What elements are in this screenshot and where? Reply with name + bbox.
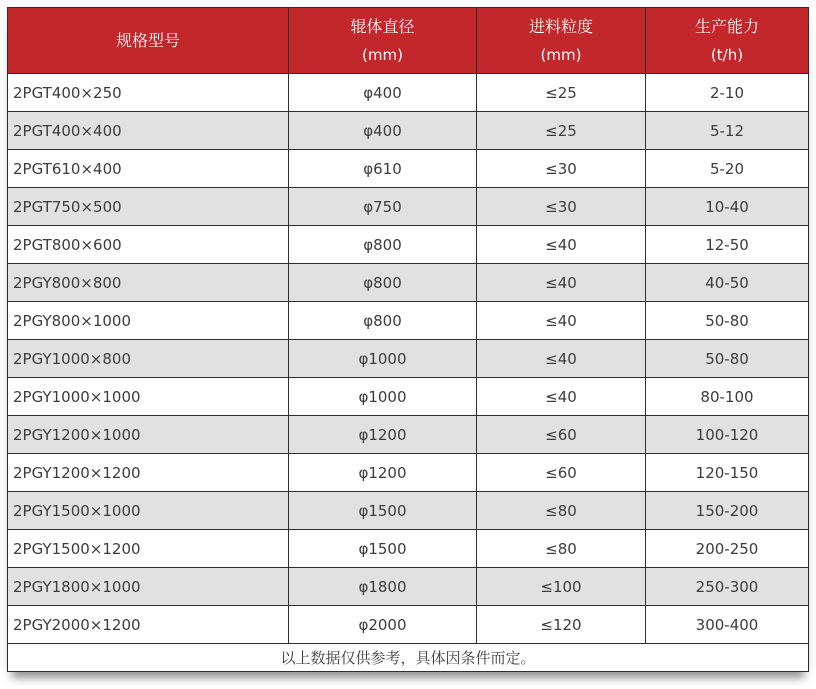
value-cell: φ1800 bbox=[289, 568, 477, 606]
value-cell: 150-200 bbox=[646, 492, 809, 530]
model-cell: 2PGT400×250 bbox=[8, 74, 289, 112]
value-cell: ≤30 bbox=[477, 150, 646, 188]
column-header-1 bbox=[289, 8, 477, 74]
table-row bbox=[8, 492, 809, 530]
table-row bbox=[8, 606, 809, 644]
model-cell: 2PGT800×600 bbox=[8, 226, 289, 264]
column-header-unit: (mm) bbox=[362, 45, 403, 64]
value-cell: ≤40 bbox=[477, 302, 646, 340]
model-cell: 2PGT750×500 bbox=[8, 188, 289, 226]
table-row bbox=[8, 568, 809, 606]
value-cell: 100-120 bbox=[646, 416, 809, 454]
column-header-label: 生产能力 bbox=[694, 17, 759, 37]
value-cell: φ750 bbox=[289, 188, 477, 226]
value-cell: φ800 bbox=[289, 302, 477, 340]
value-cell: 50-80 bbox=[646, 302, 809, 340]
model-cell: 2PGY1500×1200 bbox=[8, 530, 289, 568]
value-cell: φ1500 bbox=[289, 492, 477, 530]
model-cell: 2PGY1200×1000 bbox=[8, 416, 289, 454]
value-cell: φ1500 bbox=[289, 530, 477, 568]
model-cell: 2PGY1800×1000 bbox=[8, 568, 289, 606]
column-header-2 bbox=[477, 8, 646, 74]
value-cell: 120-150 bbox=[646, 454, 809, 492]
value-cell: ≤100 bbox=[477, 568, 646, 606]
value-cell: ≤40 bbox=[477, 378, 646, 416]
footnote-row bbox=[8, 644, 809, 672]
value-cell: φ800 bbox=[289, 264, 477, 302]
table-row bbox=[8, 530, 809, 568]
value-cell: 5-20 bbox=[646, 150, 809, 188]
value-cell: ≤40 bbox=[477, 340, 646, 378]
value-cell: 12-50 bbox=[646, 226, 809, 264]
table-row bbox=[8, 416, 809, 454]
table-header bbox=[8, 8, 809, 74]
table-row bbox=[8, 454, 809, 492]
value-cell: 2-10 bbox=[646, 74, 809, 112]
table-row bbox=[8, 74, 809, 112]
value-cell: 250-300 bbox=[646, 568, 809, 606]
value-cell: φ1200 bbox=[289, 416, 477, 454]
column-header-label: 辊体直径 bbox=[350, 17, 415, 37]
value-cell: 5-12 bbox=[646, 112, 809, 150]
model-cell: 2PGY1200×1200 bbox=[8, 454, 289, 492]
value-cell: 40-50 bbox=[646, 264, 809, 302]
value-cell: ≤60 bbox=[477, 454, 646, 492]
table-row bbox=[8, 150, 809, 188]
table-row bbox=[8, 264, 809, 302]
model-cell: 2PGY2000×1200 bbox=[8, 606, 289, 644]
column-header-label: 进料粒度 bbox=[528, 17, 593, 37]
value-cell: 10-40 bbox=[646, 188, 809, 226]
table-row bbox=[8, 188, 809, 226]
value-cell: ≤60 bbox=[477, 416, 646, 454]
table-row bbox=[8, 340, 809, 378]
value-cell: φ610 bbox=[289, 150, 477, 188]
model-cell: 2PGY800×800 bbox=[8, 264, 289, 302]
column-header-3 bbox=[646, 8, 809, 74]
value-cell: φ1000 bbox=[289, 340, 477, 378]
value-cell: φ800 bbox=[289, 226, 477, 264]
model-cell: 2PGY800×1000 bbox=[8, 302, 289, 340]
value-cell: ≤25 bbox=[477, 74, 646, 112]
value-cell: 50-80 bbox=[646, 340, 809, 378]
model-cell: 2PGY1000×1000 bbox=[8, 378, 289, 416]
table-footer bbox=[8, 644, 809, 672]
table-row bbox=[8, 112, 809, 150]
value-cell: φ400 bbox=[289, 112, 477, 150]
column-header-unit: (t/h) bbox=[710, 45, 744, 64]
column-header-0 bbox=[8, 8, 289, 74]
column-header-unit: (mm) bbox=[540, 45, 582, 64]
model-cell: 2PGT610×400 bbox=[8, 150, 289, 188]
table-row bbox=[8, 378, 809, 416]
value-cell: ≤120 bbox=[477, 606, 646, 644]
table-row bbox=[8, 226, 809, 264]
value-cell: ≤40 bbox=[477, 226, 646, 264]
value-cell: φ1000 bbox=[289, 378, 477, 416]
header-row bbox=[8, 8, 809, 74]
value-cell: 80-100 bbox=[646, 378, 809, 416]
model-cell: 2PGY1000×800 bbox=[8, 340, 289, 378]
column-header-label: 规格型号 bbox=[115, 30, 180, 50]
value-cell: 200-250 bbox=[646, 530, 809, 568]
table-footnote: 以上数据仅供参考，具体因条件而定。 bbox=[8, 644, 809, 672]
table-row bbox=[8, 302, 809, 340]
value-cell: ≤25 bbox=[477, 112, 646, 150]
value-cell: 300-400 bbox=[646, 606, 809, 644]
value-cell: ≤40 bbox=[477, 264, 646, 302]
model-cell: 2PGY1500×1000 bbox=[8, 492, 289, 530]
value-cell: φ2000 bbox=[289, 606, 477, 644]
value-cell: φ400 bbox=[289, 74, 477, 112]
value-cell: ≤30 bbox=[477, 188, 646, 226]
model-cell: 2PGT400×400 bbox=[8, 112, 289, 150]
value-cell: ≤80 bbox=[477, 492, 646, 530]
spec-table bbox=[7, 7, 809, 672]
value-cell: ≤80 bbox=[477, 530, 646, 568]
value-cell: φ1200 bbox=[289, 454, 477, 492]
table-body bbox=[8, 74, 809, 644]
